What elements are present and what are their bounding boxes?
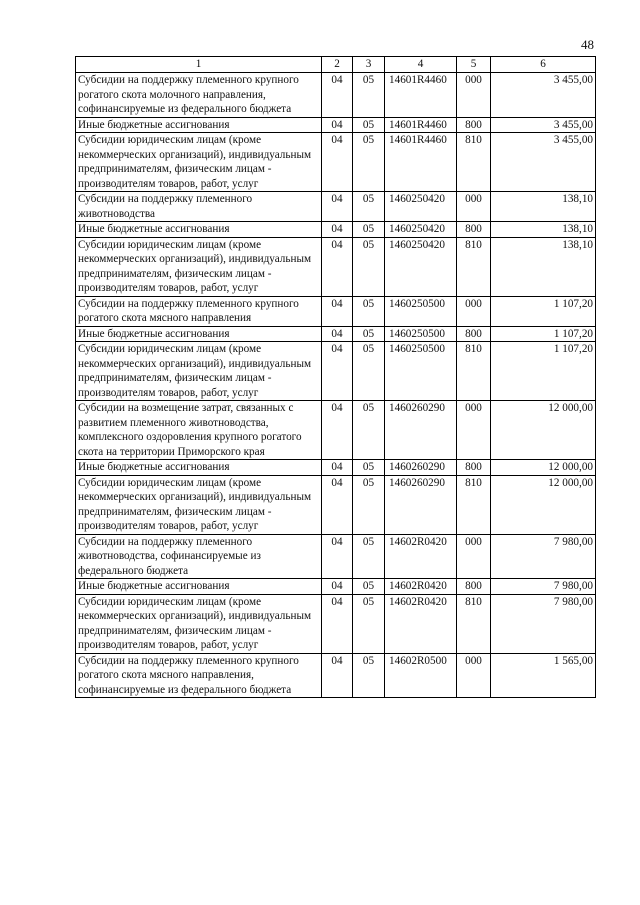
- row-sum: 1 565,00: [491, 653, 596, 698]
- row-target-article: 1460250500: [385, 326, 457, 342]
- row-section: 04: [322, 401, 353, 460]
- row-name: Субсидии юридическим лицам (кроме некоммерческих организаций), индивидуальным предпринимателям, физическим лицам - производителям товаров, работ, услуг: [76, 237, 322, 296]
- row-target-article: 1460250420: [385, 222, 457, 238]
- row-expense-type: 000: [457, 192, 491, 222]
- row-name: Субсидии на поддержку племенного крупного рогатого скота мясного направления, софинансируемые из федерального бюджета: [76, 653, 322, 698]
- row-name: Субсидии на поддержку племенного крупного рогатого скота мясного направления: [76, 296, 322, 326]
- row-expense-type: 800: [457, 117, 491, 133]
- table-row: [76, 653, 596, 698]
- row-expense-type: 800: [457, 326, 491, 342]
- row-sum: 3 455,00: [491, 73, 596, 118]
- header-col-2: 2: [322, 57, 353, 73]
- row-expense-type: 800: [457, 460, 491, 476]
- row-name: Субсидии юридическим лицам (кроме некоммерческих организаций), индивидуальным предпринимателям, физическим лицам - производителям товаров, работ, услуг: [76, 475, 322, 534]
- row-name: Субсидии юридическим лицам (кроме некоммерческих организаций), индивидуальным предпринимателям, физическим лицам - производителям товаров, работ, услуг: [76, 133, 322, 192]
- table-row: [76, 133, 596, 192]
- table-row: [76, 237, 596, 296]
- row-target-article: 1460260290: [385, 475, 457, 534]
- row-sum: 3 455,00: [491, 117, 596, 133]
- header-col-5: 5: [457, 57, 491, 73]
- row-section: 04: [322, 460, 353, 476]
- table-row: [76, 579, 596, 595]
- row-section: 04: [322, 73, 353, 118]
- table-row: [76, 222, 596, 238]
- row-subsection: 05: [353, 73, 385, 118]
- row-name: Субсидии юридическим лицам (кроме некоммерческих организаций), индивидуальным предпринимателям, физическим лицам - производителям товаров, работ, услуг: [76, 594, 322, 653]
- table-row: [76, 342, 596, 401]
- budget-table: [75, 56, 596, 698]
- row-target-article: 14602R0500: [385, 653, 457, 698]
- row-target-article: 1460250420: [385, 237, 457, 296]
- header-col-4: 4: [385, 57, 457, 73]
- row-subsection: 05: [353, 296, 385, 326]
- row-expense-type: 000: [457, 653, 491, 698]
- table-row: [76, 73, 596, 118]
- row-expense-type: 810: [457, 594, 491, 653]
- table-row: [76, 534, 596, 579]
- row-sum: 12 000,00: [491, 460, 596, 476]
- row-target-article: 1460250500: [385, 296, 457, 326]
- row-target-article: 1460260290: [385, 460, 457, 476]
- row-sum: 3 455,00: [491, 133, 596, 192]
- row-subsection: 05: [353, 117, 385, 133]
- header-col-6: 6: [491, 57, 596, 73]
- row-name: Субсидии на поддержку племенного животноводства, софинансируемые из федерального бюджета: [76, 534, 322, 579]
- row-expense-type: 810: [457, 133, 491, 192]
- row-sum: 138,10: [491, 237, 596, 296]
- row-sum: 7 980,00: [491, 594, 596, 653]
- row-subsection: 05: [353, 342, 385, 401]
- table-row: [76, 192, 596, 222]
- row-name: Субсидии на поддержку племенного животноводства: [76, 192, 322, 222]
- row-target-article: 14601R4460: [385, 73, 457, 118]
- row-subsection: 05: [353, 326, 385, 342]
- row-name: Субсидии на возмещение затрат, связанных с развитием племенного животноводства, комплексного оздоровления крупного рогатого скота на территории Приморского края: [76, 401, 322, 460]
- header-col-3: 3: [353, 57, 385, 73]
- row-section: 04: [322, 653, 353, 698]
- row-name: Иные бюджетные ассигнования: [76, 117, 322, 133]
- table-row: [76, 326, 596, 342]
- header-col-1: 1: [76, 57, 322, 73]
- row-name: Иные бюджетные ассигнования: [76, 222, 322, 238]
- row-section: 04: [322, 326, 353, 342]
- row-sum: 138,10: [491, 192, 596, 222]
- row-target-article: 14601R4460: [385, 117, 457, 133]
- table-row: [76, 460, 596, 476]
- row-section: 04: [322, 579, 353, 595]
- row-subsection: 05: [353, 653, 385, 698]
- row-name: Субсидии на поддержку племенного крупного рогатого скота молочного направления, софинансируемые из федерального бюджета: [76, 73, 322, 118]
- table-row: [76, 401, 596, 460]
- row-sum: 7 980,00: [491, 579, 596, 595]
- table-row: [76, 296, 596, 326]
- row-expense-type: 810: [457, 475, 491, 534]
- row-section: 04: [322, 475, 353, 534]
- row-sum: 138,10: [491, 222, 596, 238]
- row-sum: 7 980,00: [491, 534, 596, 579]
- row-name: Иные бюджетные ассигнования: [76, 326, 322, 342]
- row-target-article: 1460260290: [385, 401, 457, 460]
- row-target-article: 14602R0420: [385, 594, 457, 653]
- row-expense-type: 810: [457, 237, 491, 296]
- row-sum: 1 107,20: [491, 296, 596, 326]
- row-subsection: 05: [353, 594, 385, 653]
- row-section: 04: [322, 296, 353, 326]
- row-name: Иные бюджетные ассигнования: [76, 579, 322, 595]
- row-subsection: 05: [353, 222, 385, 238]
- row-section: 04: [322, 534, 353, 579]
- row-expense-type: 000: [457, 73, 491, 118]
- table-header-row: [76, 57, 596, 73]
- row-section: 04: [322, 133, 353, 192]
- row-subsection: 05: [353, 475, 385, 534]
- row-expense-type: 810: [457, 342, 491, 401]
- row-target-article: 1460250420: [385, 192, 457, 222]
- row-expense-type: 000: [457, 401, 491, 460]
- row-section: 04: [322, 117, 353, 133]
- row-subsection: 05: [353, 192, 385, 222]
- row-expense-type: 000: [457, 534, 491, 579]
- row-subsection: 05: [353, 460, 385, 476]
- row-target-article: 14602R0420: [385, 534, 457, 579]
- row-target-article: 1460250500: [385, 342, 457, 401]
- row-expense-type: 800: [457, 579, 491, 595]
- row-subsection: 05: [353, 534, 385, 579]
- row-sum: 12 000,00: [491, 475, 596, 534]
- row-expense-type: 000: [457, 296, 491, 326]
- table-row: [76, 475, 596, 534]
- row-section: 04: [322, 222, 353, 238]
- row-subsection: 05: [353, 237, 385, 296]
- row-subsection: 05: [353, 133, 385, 192]
- row-target-article: 14602R0420: [385, 579, 457, 595]
- row-sum: 12 000,00: [491, 401, 596, 460]
- table-row: [76, 117, 596, 133]
- row-target-article: 14601R4460: [385, 133, 457, 192]
- page-number: 48: [581, 37, 594, 52]
- row-subsection: 05: [353, 401, 385, 460]
- row-expense-type: 800: [457, 222, 491, 238]
- row-name: Субсидии юридическим лицам (кроме некоммерческих организаций), индивидуальным предпринимателям, физическим лицам - производителям товаров, работ, услуг: [76, 342, 322, 401]
- row-name: Иные бюджетные ассигнования: [76, 460, 322, 476]
- row-sum: 1 107,20: [491, 342, 596, 401]
- row-section: 04: [322, 192, 353, 222]
- row-section: 04: [322, 342, 353, 401]
- table-row: [76, 594, 596, 653]
- row-sum: 1 107,20: [491, 326, 596, 342]
- row-subsection: 05: [353, 579, 385, 595]
- row-section: 04: [322, 237, 353, 296]
- row-section: 04: [322, 594, 353, 653]
